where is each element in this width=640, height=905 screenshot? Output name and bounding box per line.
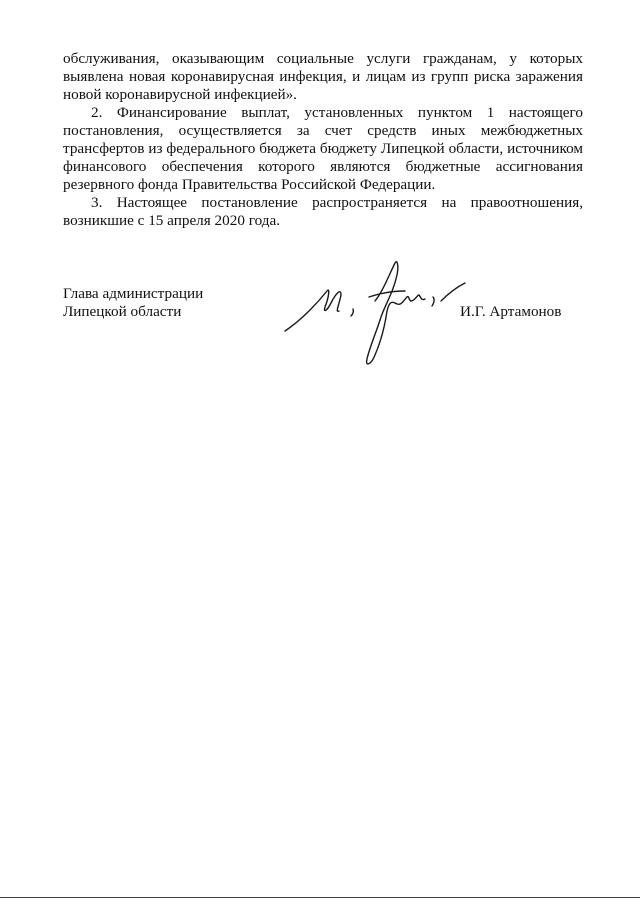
official-position: [63, 285, 283, 321]
paragraph-continuation: обслуживания, оказывающим социальные услуги гражданам, у которых выявлена новая коронавирусная инфекция, и лицам из групп риска заражения новой коронавирусной инфекцией».: [63, 50, 583, 103]
position-line-1: Глава администрации: [63, 285, 204, 302]
signer-name: И.Г. Артамонов: [460, 303, 562, 320]
signature-block: [63, 285, 583, 405]
paragraph-financing: 2. Финансирование выплат, установленных пунктом 1 настоящего постановления, осуществляется за счет средств иных межбюджетных трансфертов из федерального бюджета бюджету Липецкой области, источником финансового обеспечения которого являются бюджетные ассигнования резервного фонда Правительства Российской Федерации.: [63, 104, 583, 193]
document-body: [63, 50, 583, 230]
paragraph-effective-date: 3. Настоящее постановление распространяется на правоотношения, возникшие с 15 апреля 2020 года.: [63, 194, 583, 229]
handwritten-signature: [283, 261, 513, 411]
page-bottom-border: [0, 897, 640, 898]
position-line-2: Липецкой области: [63, 303, 182, 320]
